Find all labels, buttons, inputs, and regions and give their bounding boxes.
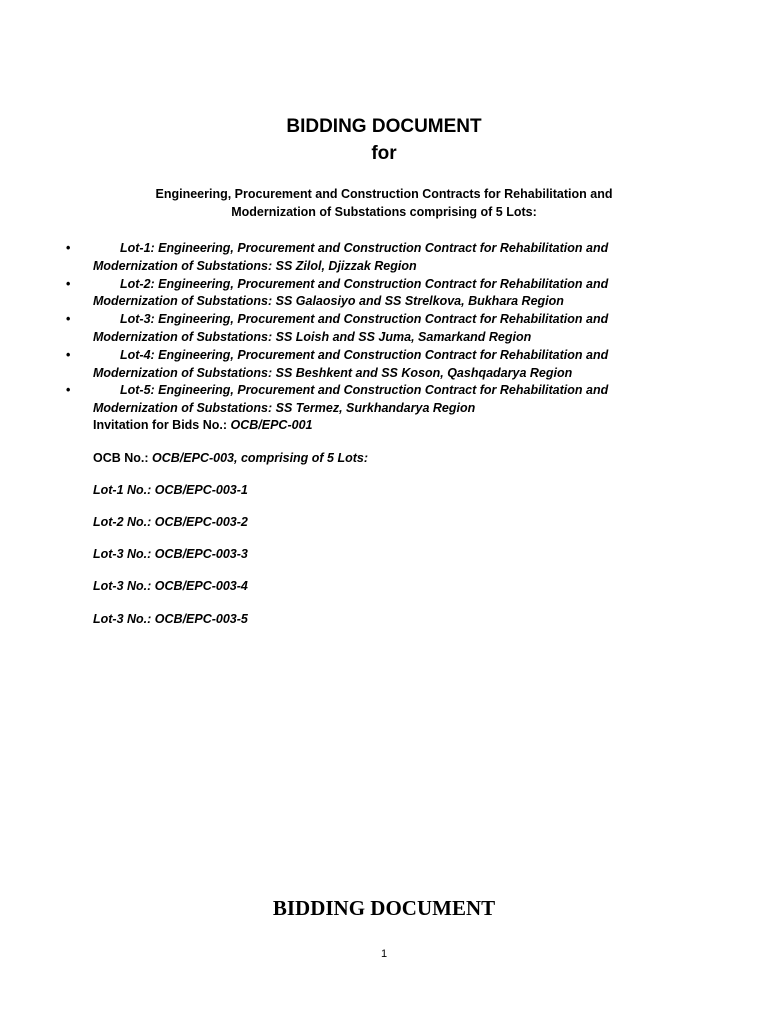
lot-number-5: Lot-3 No.: OCB/EPC-003-5 (93, 612, 248, 626)
ifb-number (93, 418, 312, 432)
ocb-number (93, 451, 368, 465)
lot-item-5 (66, 382, 653, 418)
lot-number-1: Lot-1 No.: OCB/EPC-003-1 (93, 483, 248, 497)
document-title: BIDDING DOCUMENT (286, 116, 482, 137)
lot-number-3: Lot-3 No.: OCB/EPC-003-3 (93, 547, 248, 561)
lot-item-text: Lot-3: Engineering, Procurement and Construction Contract for Rehabilitation and Modernization of Substations: SS Loish and SS Juma, Samarkand Region (93, 312, 609, 344)
bullet-icon: • (66, 312, 71, 327)
lot-item-4 (66, 347, 653, 383)
lot-item-text: Lot-2: Engineering, Procurement and Construction Contract for Rehabilitation and Modernization of Substations: SS Galaosiyo and SS Strelkova, Bukhara Region (93, 276, 609, 309)
ocb-label: OCB No.: (93, 451, 153, 465)
bullet-icon: • (66, 347, 71, 362)
ifb-label: Invitation for Bids No.: (93, 418, 231, 432)
bullet-icon: • (66, 383, 71, 398)
lot-item-2 (66, 276, 653, 312)
lot-item-text: Lot-1: Engineering, Procurement and Construction Contract for Rehabilitation and Modernization of Substations: SS Zilol, Djizzak Region (93, 241, 609, 273)
lot-number-2: Lot-2 No.: OCB/EPC-003-2 (93, 515, 248, 529)
ocb-value: OCB/EPC-003, comprising of 5 Lots: (152, 451, 369, 465)
document-title-for: for (371, 143, 397, 164)
subtitle-line-1: Engineering, Procurement and Construction Contracts for Rehabilitation and (155, 187, 613, 201)
ifb-value: OCB/EPC-001 (230, 418, 313, 432)
bullet-icon: • (66, 276, 71, 291)
lot-item-1 (66, 240, 653, 276)
footer-title: BIDDING DOCUMENT (272, 896, 496, 920)
lot-item-text: Lot-5: Engineering, Procurement and Construction Contract for Rehabilitation and Modernization of Substations: SS Termez, Surkhandarya Region (93, 383, 609, 416)
lot-item-text: Lot-4: Engineering, Procurement and Construction Contract for Rehabilitation and Modernization of Substations: SS Beshkent and SS Koson, Qashqadarya Region (93, 347, 609, 380)
page-number: 1 (380, 948, 388, 960)
lot-number-4: Lot-3 No.: OCB/EPC-003-4 (93, 579, 248, 593)
lot-list (66, 240, 653, 418)
subtitle-line-2: Modernization of Substations comprising of 5 Lots: (231, 205, 537, 219)
bullet-icon: • (66, 241, 71, 255)
lot-item-3 (66, 311, 653, 347)
